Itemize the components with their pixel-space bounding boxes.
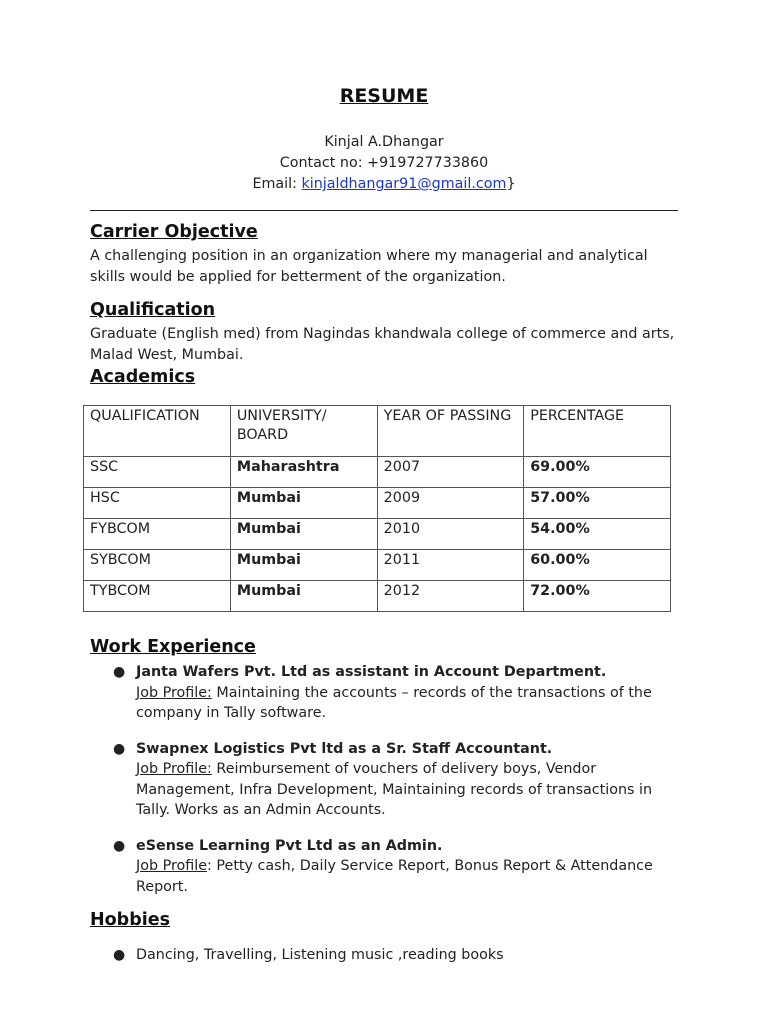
hobbies-list — [110, 945, 670, 966]
table-cell: 72.00% — [524, 581, 671, 612]
email-suffix: } — [506, 176, 516, 192]
qualification-text: Graduate (English med) from Nagindas khandwala college of commerce and arts, Malad West, Mumbai. — [90, 326, 675, 363]
bullet-icon: ● — [113, 947, 126, 963]
email-label: Email: — [252, 176, 302, 192]
objective-text: A challenging position in an organization where my managerial and analytical skills would be applied for betterment of the organization. — [90, 248, 648, 285]
list-item — [110, 945, 670, 966]
table-cell: Mumbai — [230, 519, 377, 550]
table-cell: 2009 — [377, 488, 524, 519]
contact-block — [0, 132, 768, 195]
job-profile — [136, 759, 670, 821]
job-profile-desc: Maintaining the accounts – records of the transactions of the company in Tally software. — [136, 684, 652, 721]
list-item — [110, 836, 670, 898]
table-cell: 69.00% — [524, 457, 671, 488]
table-cell: Mumbai — [230, 550, 377, 581]
table-cell: Mumbai — [230, 581, 377, 612]
table-cell: 60.00% — [524, 550, 671, 581]
list-item — [110, 662, 670, 724]
work-list — [110, 662, 670, 897]
column-header: PERCENTAGE — [524, 406, 671, 457]
table-row — [84, 581, 671, 612]
job-profile-label: Job Profile — [136, 858, 208, 874]
table-cell: FYBCOM — [84, 519, 231, 550]
work-heading: Work Experience — [90, 637, 256, 657]
job-profile — [136, 683, 670, 724]
bullet-icon: ● — [113, 837, 126, 854]
table-cell: 2012 — [377, 581, 524, 612]
contact-phone: Contact no: +919727733860 — [279, 155, 489, 171]
job-title: eSense Learning Pvt Ltd as an Admin. — [136, 837, 443, 854]
column-header: UNIVERSITY/ BOARD — [230, 406, 377, 457]
job-profile-label: Job Profile: — [136, 684, 212, 701]
academics-table — [83, 405, 671, 612]
table-row — [84, 519, 671, 550]
table-cell: SYBCOM — [84, 550, 231, 581]
table-cell: SSC — [84, 457, 231, 488]
academics-heading: Academics — [90, 367, 196, 387]
column-header: YEAR OF PASSING — [377, 406, 524, 457]
email-link[interactable]: kinjaldhangar91@gmail.com — [301, 176, 507, 192]
hobbies-heading: Hobbies — [90, 910, 171, 930]
job-title: Janta Wafers Pvt. Ltd as assistant in Account Department. — [136, 664, 607, 680]
contact-name: Kinjal A.Dhangar — [324, 134, 444, 150]
objective-heading: Carrier Objective — [90, 222, 258, 242]
resume-title: RESUME — [339, 85, 429, 107]
header-divider — [90, 210, 678, 211]
table-cell: HSC — [84, 488, 231, 519]
column-header: QUALIFICATION — [84, 406, 231, 457]
table-row — [84, 550, 671, 581]
qualification-heading: Qualification — [90, 300, 216, 320]
job-profile-desc: Petty cash, Daily Service Report, Bonus Report & Attendance Report. — [136, 858, 653, 895]
table-cell: 2007 — [377, 457, 524, 488]
bullet-icon: ● — [113, 664, 126, 680]
table-header-row — [84, 406, 671, 457]
job-profile-label: Job Profile: — [136, 761, 212, 777]
hobby-text: Dancing, Travelling, Listening music ,reading books — [136, 947, 504, 963]
table-cell: 57.00% — [524, 488, 671, 519]
table-row — [84, 457, 671, 488]
table-row — [84, 488, 671, 519]
table-cell: 54.00% — [524, 519, 671, 550]
table-cell: Maharashtra — [230, 457, 377, 488]
job-profile-desc: Reimbursement of vouchers of delivery boys, Vendor Management, Infra Development, Maintaining records of transactions in Tally. Works as an Admin Accounts. — [136, 761, 653, 818]
table-cell: Mumbai — [230, 488, 377, 519]
table-cell: 2010 — [377, 519, 524, 550]
contact-email-line — [0, 174, 768, 195]
bullet-icon: ● — [113, 740, 126, 757]
job-title: Swapnex Logistics Pvt ltd as a Sr. Staff Accountant. — [136, 740, 553, 757]
list-item — [110, 739, 670, 821]
job-profile-sep: : — [207, 858, 217, 874]
table-cell: TYBCOM — [84, 581, 231, 612]
job-profile — [136, 856, 670, 897]
table-cell: 2011 — [377, 550, 524, 581]
